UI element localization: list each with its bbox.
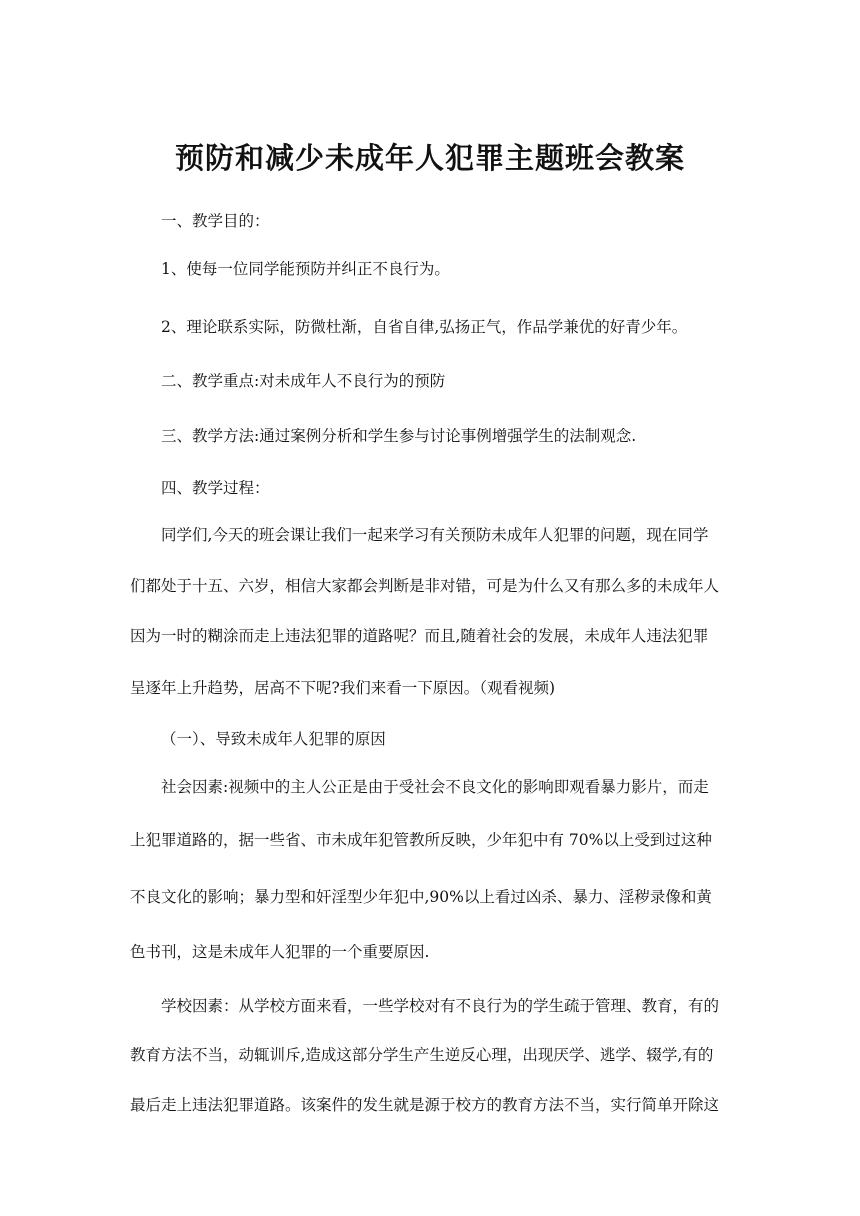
- paragraph-line: 最后走上违法犯罪道路。该案件的发生就是源于校方的教育方法不当，实行简单开除这: [130, 1096, 720, 1114]
- paragraph-line: 因为一时的糊涂而走上违法犯罪的道路呢？而且,随着社会的发展，未成年人违法犯罪: [130, 627, 709, 645]
- document-title: 预防和减少未成年人犯罪主题班会教案: [174, 141, 685, 175]
- paragraph-line: 色书刊，这是未成年人犯罪的一个重要原因.: [130, 943, 430, 961]
- paragraph-line: 教育方法不当，动辄训斥,造成这部分学生产生逆反心理，出现厌学、逃学、辍学,有的: [130, 1046, 714, 1064]
- paragraph-line: 学校因素：从学校方面来看，一些学校对有不良行为的学生疏于管理、教育，有的: [161, 997, 720, 1015]
- section-heading-focus: 二、教学重点:对未成年人不良行为的预防: [161, 372, 446, 390]
- paragraph-line: 1、使每一位同学能预防并纠正不良行为。: [161, 260, 450, 278]
- section-heading-process: 四、教学过程：: [161, 479, 270, 497]
- paragraph-line: 同学们,今天的班会课让我们一起来学习有关预防未成年人犯罪的问题，现在同学: [161, 526, 709, 544]
- section-heading-objectives: 一、教学目的：: [161, 212, 270, 230]
- paragraph-line: 2、理论联系实际，防微杜渐，自省自律,弘扬正气，作品学兼优的好青少年。: [161, 318, 688, 336]
- paragraph-line: 们都处于十五、六岁，相信大家都会判断是非对错，可是为什么又有那么多的未成年人: [130, 577, 720, 595]
- subsection-heading: （一）、导致未成年人犯罪的原因: [161, 730, 386, 748]
- paragraph-line: 呈逐年上升趋势，居高不下呢?我们来看一下原因。（观看视频): [130, 679, 556, 697]
- paragraph-line: 上犯罪道路的，据一些省、市未成年犯管教所反映，少年犯中有 70%以上受到过这种: [130, 831, 712, 849]
- paragraph-line: 不良文化的影响；暴力型和奸淫型少年犯中,90%以上看过凶杀、暴力、淫秽录像和黄: [130, 888, 712, 906]
- section-heading-methods: 三、教学方法:通过案例分析和学生参与讨论事例增强学生的法制观念.: [161, 427, 637, 445]
- paragraph-line: 社会因素:视频中的主人公正是由于受社会不良文化的影响即观看暴力影片，而走: [161, 778, 709, 796]
